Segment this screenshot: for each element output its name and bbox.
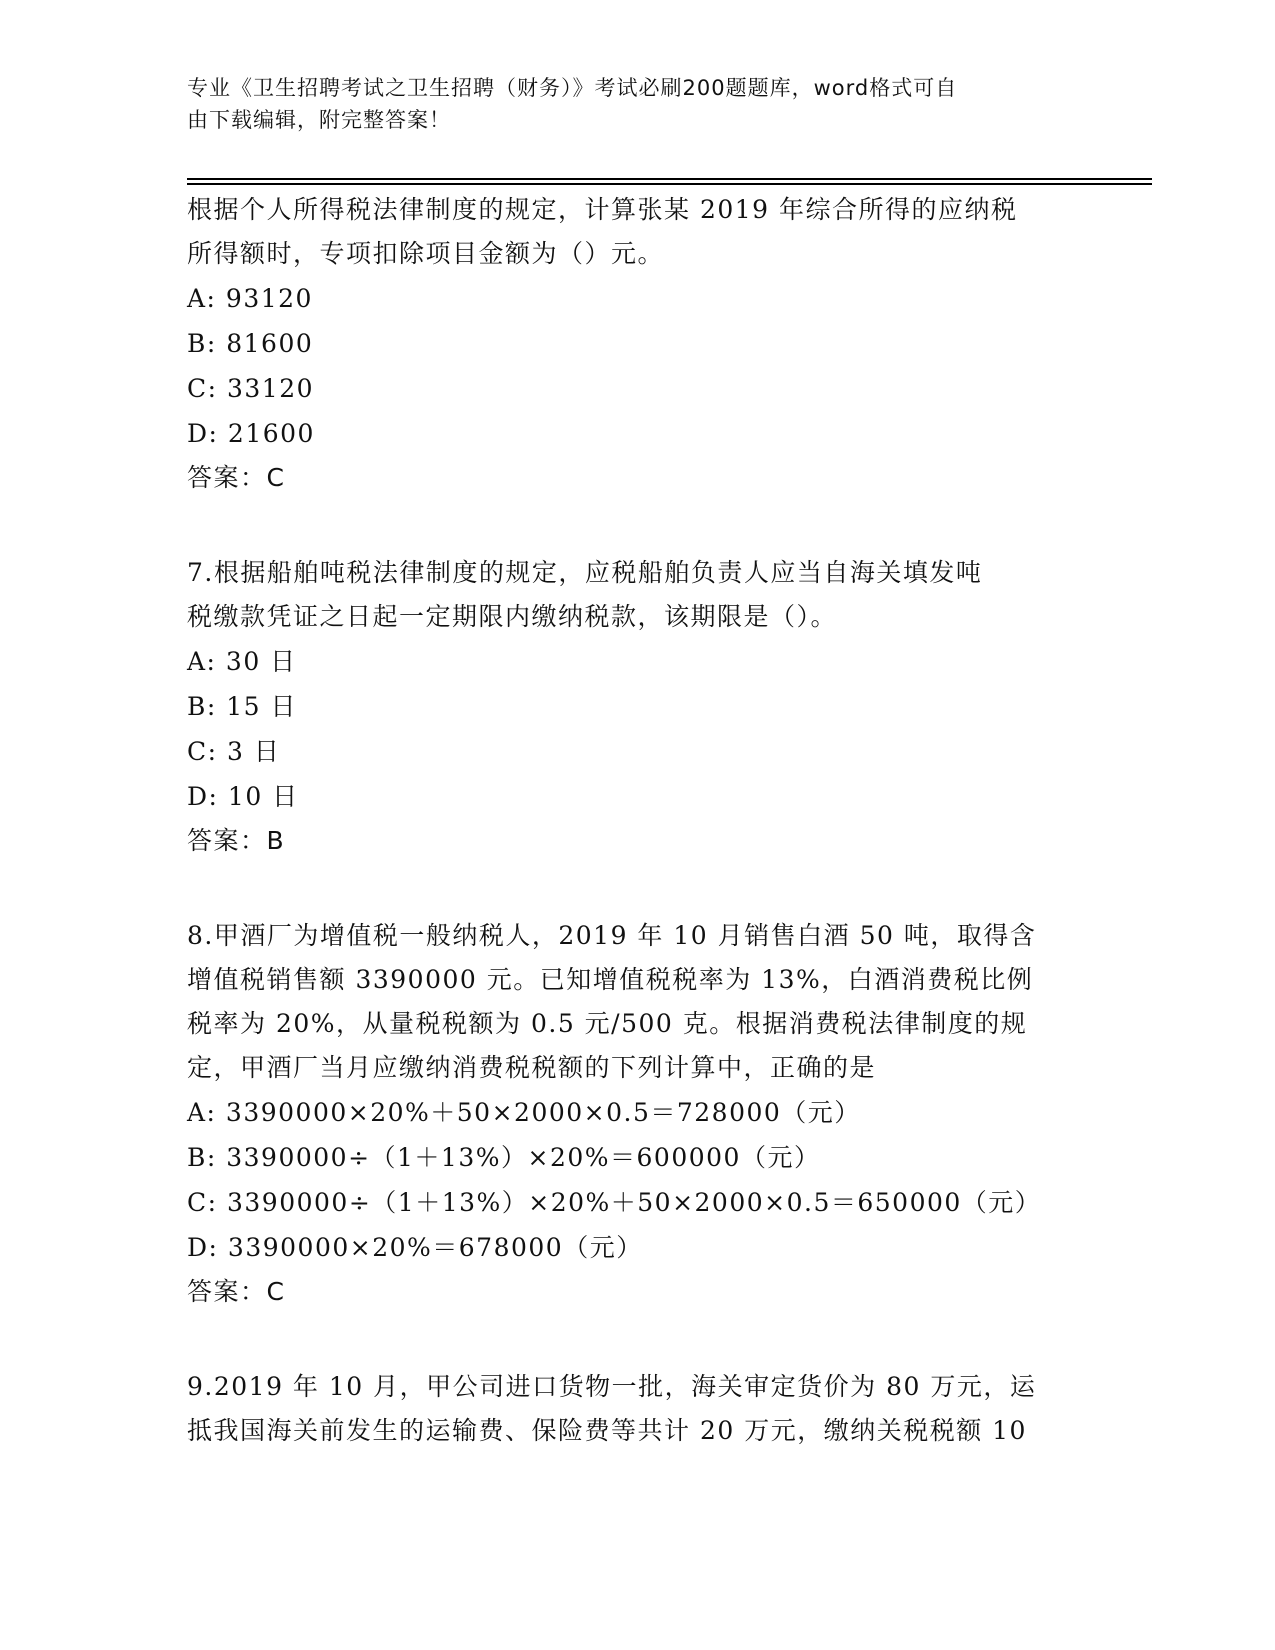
question-text-line: 增值税销售额 3390000 元。已知增值税税率为 13%，白酒消费税比例: [187, 965, 1034, 994]
question-text-line: 定，甲酒厂当月应缴纳消费税税额的下列计算中，正确的是: [187, 1053, 877, 1082]
question-text-line: 根据个人所得税法律制度的规定，计算张某 2019 年综合所得的应纳税: [187, 195, 1018, 224]
option-c: C: 33120: [187, 374, 315, 403]
option-b: B: 3390000÷（1＋13%）×20%＝600000（元）: [187, 1143, 821, 1172]
question-block: [187, 188, 1087, 500]
header-rule-top: [187, 178, 1152, 180]
question-text-line: 7.根据船舶吨税法律制度的规定，应税船舶负责人应当自海关填发吨: [187, 558, 983, 587]
answer-text: 答案：C: [187, 1277, 286, 1306]
question-text-line: 税缴款凭证之日起一定期限内缴纳税款，该期限是（）。: [187, 602, 838, 631]
question-block: [187, 1365, 1087, 1453]
header-line-2: 由下载编辑，附完整答案！: [187, 108, 451, 132]
question-spacer: [187, 1314, 1087, 1365]
question-block: [187, 914, 1087, 1314]
option-b: B: 15 日: [187, 692, 297, 721]
question-block: [187, 551, 1087, 863]
option-a: A: 3390000×20%＋50×2000×0.5＝728000（元）: [187, 1098, 861, 1127]
option-c: C: 3390000÷（1＋13%）×20%＋50×2000×0.5＝650000（元）: [187, 1188, 1042, 1217]
option-c: C: 3 日: [187, 737, 281, 766]
option-d: D: 10 日: [187, 782, 299, 811]
header-line-1: 专业《卫生招聘考试之卫生招聘（财务）》考试必刷200题题库，word格式可自: [187, 76, 958, 100]
option-d: D: 21600: [187, 419, 315, 448]
question-list: [187, 188, 1087, 1453]
document-header: [187, 72, 1067, 136]
question-text-line: 税率为 20%，从量税税额为 0.5 元/500 克。根据消费税法律制度的规: [187, 1009, 1028, 1038]
question-text-line: 9.2019 年 10 月，甲公司进口货物一批，海关审定货价为 80 万元，运: [187, 1372, 1037, 1401]
option-b: B: 81600: [187, 329, 314, 358]
option-d: D: 3390000×20%＝678000（元）: [187, 1233, 643, 1262]
answer-text: 答案：C: [187, 463, 286, 492]
answer-text: 答案：B: [187, 826, 286, 855]
question-text-line: 8.甲酒厂为增值税一般纳税人，2019 年 10 月销售白酒 50 吨，取得含: [187, 921, 1037, 950]
question-text-line: 抵我国海关前发生的运输费、保险费等共计 20 万元，缴纳关税税额 10: [187, 1416, 1027, 1445]
option-a: A: 93120: [187, 284, 313, 313]
header-rule-bottom: [187, 183, 1152, 185]
option-a: A: 30 日: [187, 647, 297, 676]
question-spacer: [187, 863, 1087, 914]
question-spacer: [187, 500, 1087, 551]
question-text-line: 所得额时，专项扣除项目金额为（）元。: [187, 239, 665, 268]
